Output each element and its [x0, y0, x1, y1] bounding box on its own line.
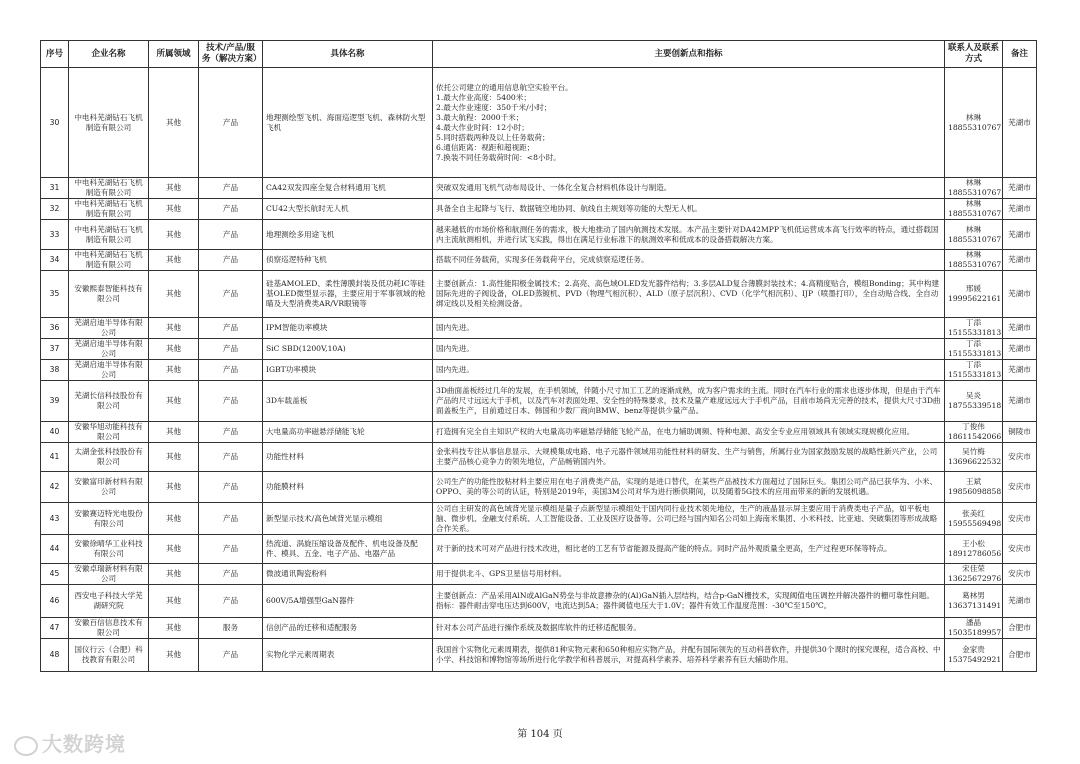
type-cell: 产品	[199, 360, 263, 381]
product-name: 热流道、涡旋压缩设备及配件、机电设备及配件、模具、五金、电子产品、电器产品	[263, 535, 433, 564]
type-cell: 产品	[199, 564, 263, 585]
table-row	[41, 339, 1037, 360]
remark-cell: 合肥市	[1003, 618, 1037, 639]
company-name: 安徽赛迈特光电股份有限公司	[69, 503, 149, 535]
remark-cell: 芜湖市	[1003, 318, 1037, 339]
field-cell: 其他	[149, 250, 199, 271]
detail-line: 突破双发通用飞机气动布局设计、一体化全复合材料机体设计与制造。	[436, 183, 672, 192]
company-name: 芜湖启迪半导体有限公司	[69, 360, 149, 381]
company-name: 中电科芜湖钻石飞机制造有限公司	[69, 68, 149, 178]
field-cell: 其他	[149, 339, 199, 360]
product-name: 地理测绘型飞机、海面巡逻型飞机、森林防火型飞机	[263, 68, 433, 178]
watermark-logo-icon	[14, 736, 38, 756]
contact-cell	[945, 318, 1003, 339]
contact-cell	[945, 178, 1003, 199]
field-cell: 其他	[149, 178, 199, 199]
contact-phone: 18855310767	[948, 188, 1002, 197]
row-number: 35	[41, 271, 69, 318]
company-name: 国仪行云（合肥）科技教育有限公司	[69, 639, 149, 672]
contact-name: 金家贵	[962, 645, 985, 654]
detail-line: 打造拥有完全自主知识产权的大电量高功率磁悬浮储能飞轮产品，在电力辅助调频、特种电源、高安全专业应用领域具有领域实现规模化应用。	[436, 427, 915, 436]
innovation-detail	[433, 220, 945, 250]
company-name: 安徽华旭动能科技有限公司	[69, 422, 149, 443]
row-number: 32	[41, 199, 69, 220]
table-row	[41, 381, 1037, 422]
remark-cell: 铜陵市	[1003, 422, 1037, 443]
row-number: 31	[41, 178, 69, 199]
contact-phone: 13625672976	[948, 574, 1002, 583]
row-number: 40	[41, 422, 69, 443]
product-name: 功能性材料	[263, 443, 433, 472]
type-cell: 服务	[199, 618, 263, 639]
contact-name: 丁俊伟	[962, 422, 985, 431]
product-name: 侦察巡逻特种飞机	[263, 250, 433, 271]
contact-cell	[945, 585, 1003, 618]
innovation-detail	[433, 68, 945, 178]
detail-line: 金张科技专注从事信息显示、大规模集成电路、电子元器件领域用功能性材料的研发、生产与销售，所属行业为国家鼓励发展的战略性新兴产业，公司主要产品核心竞争力的领先地位，产品畅销国内外。	[436, 447, 938, 466]
company-name: 中电科芜湖钻石飞机制造有限公司	[69, 220, 149, 250]
type-cell: 产品	[199, 271, 263, 318]
contact-cell	[945, 381, 1003, 422]
remark-cell: 芜湖市	[1003, 585, 1037, 618]
company-name: 安徽徐晴华工业科技有限公司	[69, 535, 149, 564]
product-name: 硅基AMOLED、柔性薄膜封装及低功耗IC等硅基OLED微型显示器，主要应用于军事领域的枪瞄及大型消费类AR/VR眼镜等	[263, 271, 433, 318]
product-name: 功能膜材料	[263, 472, 433, 503]
innovation-detail	[433, 271, 945, 318]
remark-cell: 芜湖市	[1003, 250, 1037, 271]
contact-name: 张美红	[962, 508, 985, 518]
remark-cell: 合肥市	[1003, 639, 1037, 672]
row-number: 41	[41, 443, 69, 472]
product-name: 3D车载盖板	[263, 381, 433, 422]
contact-cell	[945, 639, 1003, 672]
detail-line: 公司生产的功能性胶粘材料主要应用在电子消费类产品，实现的是进口替代，在某些产品被技术方面超过了国际巨头。集团公司产品已获华为、小米、OPPO、美的等公司的认证，特别是2019年，美国3M公司对华为进行断供期间，以及随着5G技术的应用而带来的新的发展机遇。	[436, 477, 938, 496]
field-cell: 其他	[149, 220, 199, 250]
type-cell: 产品	[199, 339, 263, 360]
innovation-detail	[433, 503, 945, 535]
detail-line: 公司自主研发的高色域背光显示模组是量子点新型显示模组处于国内同行业技术领先地位，生产的液晶显示屏主要应用于消费类电子产品，如平板电脑、微步机、金融支付系统、人工智能设备、工业及医疗设备等。公司已经与国内知名公司如上海南米集团、小米科技、比亚迪、突破集团等形成战略合作关系。	[436, 503, 938, 533]
company-name: 安徽卓瑞新材料有限公司	[69, 564, 149, 585]
detail-line: 我国首个实物化元素周期表，提供81种实物元素和650种相应实物产品，并配有国际领先的互动科普软件，并提供30个课时的探究课程，适合高校、中小学、科技馆和博物馆等场所进行化学教学和科普展示，对提高科学素养、培养科学素养有巨大辅助作用。	[436, 645, 941, 664]
contact-name: 宋佳荣	[962, 564, 985, 573]
contact-name: 丁添	[965, 318, 982, 327]
watermark	[14, 728, 126, 757]
company-name: 芜湖启迪半导体有限公司	[69, 318, 149, 339]
detail-line: 1.最大作业高度：5400米；	[436, 92, 531, 102]
contact-name: 葛林男	[962, 591, 985, 600]
header-cell: 联系人及联系方式	[945, 41, 1003, 68]
contact-name: 林琳	[965, 178, 982, 187]
contact-phone: 15155331813	[948, 349, 1002, 358]
company-name: 西安电子科技大学芜湖研究院	[69, 585, 149, 618]
product-name: 实物化学元素周期表	[263, 639, 433, 672]
contact-cell	[945, 472, 1003, 503]
detail-line: 主要创新点：1.高性能阳极金属技术；2.高亮、高色域OLED发光器件结构；3.多层ALD复合薄膜封装技术；4.高精度贴合，模组Bonding；其中构建国际先进的子阀设备，OLED蒸镀机、PVD（物理气相沉积）、ALD（原子层沉积）、CVD（化学气相沉积）、IJP（喷墨打印），全自动贴合线、全自动绑定线以及相关检测设备。	[436, 279, 940, 308]
remark-cell: 安庆市	[1003, 503, 1037, 535]
detail-line: 搭载不同任务载荷，实现多任务载荷平台，完成侦察巡逻任务。	[436, 255, 649, 264]
remark-cell: 芜湖市	[1003, 199, 1037, 220]
innovation-detail	[433, 339, 945, 360]
type-cell: 产品	[199, 585, 263, 618]
row-number: 48	[41, 639, 69, 672]
table-row	[41, 585, 1037, 618]
product-name: SiC SBD(1200V,10A)	[263, 339, 433, 360]
table-row	[41, 199, 1037, 220]
header-cell: 技术/产品/服务（解决方案）	[199, 41, 263, 68]
contact-cell	[945, 422, 1003, 443]
header-cell: 序号	[41, 41, 69, 68]
contact-cell	[945, 564, 1003, 585]
company-name: 安徽百信信息技术有限公司	[69, 618, 149, 639]
product-name: 600V/5A增强型GaN器件	[263, 585, 433, 618]
innovation-detail	[433, 250, 945, 271]
detail-line: 对于新的技术可对产品进行技术改进，相比老的工艺有节省能源及提高产能的特点。同时产品外观质量全更高，生产过程更环保等特点。	[436, 544, 892, 553]
contact-name: 吴竹梅	[962, 447, 985, 456]
table-row	[41, 443, 1037, 472]
contact-phone: 15375492921	[948, 655, 1002, 664]
detail-line: 用于提供北斗、GPS卫星信号用材料。	[436, 569, 567, 578]
header-cell: 具体名称	[263, 41, 433, 68]
type-cell: 产品	[199, 199, 263, 220]
innovation-detail	[433, 639, 945, 672]
contact-cell	[945, 443, 1003, 472]
detail-line: 指标：器件耐击穿电压达到600V，电流达到5A；器件阈值电压大于1.0V；器件有效工作温度范围：-30℃至150℃。	[436, 601, 832, 610]
detail-line: 4.最大作业时间：12小时；	[436, 122, 529, 132]
header-cell: 主要创新点和指标	[433, 41, 945, 68]
remark-cell: 安庆市	[1003, 564, 1037, 585]
company-name: 中电科芜湖钻石飞机制造有限公司	[69, 250, 149, 271]
contact-phone: 18855310767	[948, 122, 1002, 132]
field-cell: 其他	[149, 618, 199, 639]
field-cell: 其他	[149, 381, 199, 422]
detail-line: 5.同时搭载两种及以上任务载荷；	[436, 132, 550, 142]
table-row	[41, 535, 1037, 564]
table-row	[41, 220, 1037, 250]
field-cell: 其他	[149, 360, 199, 381]
row-number: 30	[41, 68, 69, 178]
field-cell: 其他	[149, 564, 199, 585]
table-row	[41, 360, 1037, 381]
row-number: 36	[41, 318, 69, 339]
innovation-detail	[433, 318, 945, 339]
contact-phone: 15155331813	[948, 328, 1002, 337]
contact-name: 潘晶	[965, 618, 982, 627]
contact-cell	[945, 199, 1003, 220]
table-header-row	[41, 41, 1037, 68]
contact-name: 王斌	[965, 477, 982, 486]
type-cell: 产品	[199, 422, 263, 443]
table-row	[41, 68, 1037, 178]
product-name: 大电量高功率磁悬浮储能飞轮	[263, 422, 433, 443]
detail-line: 3D曲面盖板经过几年的发展，在手机领域，伴随小尺寸加工工艺的逐渐成熟，成为客户需求的主流。同时在汽车行业的需求也逐步体现，但是由于汽车产品的尺寸远远大于手机，以及汽车对表面处理、安全性的特殊要求，技术及量产难度远远大于手机产品，目前市场尚无完善的技术，提供大尺寸3D曲面盖板生产，目前通过日本、韩国和少数厂商向BMW、benz等提供少量产品。	[436, 386, 941, 415]
remark-cell: 芜湖市	[1003, 381, 1037, 422]
detail-line: 依托公司建立的通用信息航空实验平台。	[436, 82, 573, 92]
innovation-detail	[433, 381, 945, 422]
company-name: 中电科芜湖钻石飞机制造有限公司	[69, 199, 149, 220]
field-cell: 其他	[149, 535, 199, 564]
company-name: 中电科芜湖钻石飞机制造有限公司	[69, 178, 149, 199]
detail-line: 国内先进。	[436, 344, 474, 353]
contact-phone: 18611542066	[948, 432, 1002, 441]
row-number: 37	[41, 339, 69, 360]
detail-line: 主要创新点：产品采用AlN或AlGaN势垒与非故意掺杂的(Al)GaN插入层结构，结合p-GaN栅技术，实现阈值电压调控并解决器件的栅可靠性问题。	[436, 591, 934, 600]
field-cell: 其他	[149, 271, 199, 318]
contact-phone: 18855310767	[948, 260, 1002, 269]
contact-phone: 19995622161	[948, 294, 1002, 303]
contact-cell	[945, 503, 1003, 535]
row-number: 33	[41, 220, 69, 250]
row-number: 38	[41, 360, 69, 381]
contact-name: 林琳	[965, 112, 982, 122]
contact-name: 丁添	[965, 360, 982, 369]
contact-cell	[945, 68, 1003, 178]
contact-phone: 18855310767	[948, 209, 1002, 218]
row-number: 46	[41, 585, 69, 618]
header-cell: 企业名称	[69, 41, 149, 68]
type-cell: 产品	[199, 472, 263, 503]
product-name: CU42大型长航时无人机	[263, 199, 433, 220]
type-cell: 产品	[199, 381, 263, 422]
remark-cell: 安庆市	[1003, 472, 1037, 503]
remark-cell: 芜湖市	[1003, 68, 1037, 178]
page-number: 第 104 页	[517, 729, 563, 740]
contact-phone: 13696622532	[948, 457, 1002, 466]
type-cell: 产品	[199, 318, 263, 339]
contact-cell	[945, 360, 1003, 381]
innovation-detail	[433, 564, 945, 585]
table-row	[41, 503, 1037, 535]
header-cell: 所属领域	[149, 41, 199, 68]
detail-line: 国内先进。	[436, 323, 474, 332]
product-name: IPM智能功率模块	[263, 318, 433, 339]
detail-line: 越来越低的市场价格和航测任务的需求，极大地推动了国内航测技术发展。本产品主要针对DA42MPP飞机低运营成本高飞行效率的特点，通过搭载国内主流航测相机，并进行试飞实践，得出在满足行业标准下的航测效率和低成本的设备搭载解决方案。	[436, 224, 939, 244]
type-cell: 产品	[199, 639, 263, 672]
document-sheet	[40, 40, 1036, 672]
contact-name: 王小松	[962, 539, 985, 548]
detail-line: 2.最大作业速度：350千米/小时；	[436, 102, 552, 112]
detail-line: 国内先进。	[436, 365, 474, 374]
innovation-detail	[433, 618, 945, 639]
innovation-detail	[433, 422, 945, 443]
contact-phone: 18912786056	[948, 549, 1002, 558]
type-cell: 产品	[199, 220, 263, 250]
contact-name: 林琳	[965, 224, 982, 234]
contact-phone: 18855310767	[948, 234, 1002, 244]
table-row	[41, 250, 1037, 271]
remark-cell: 芜湖市	[1003, 360, 1037, 381]
detail-line: 3.最大航程：2000千米；	[436, 112, 524, 122]
contact-cell	[945, 271, 1003, 318]
table-row	[41, 472, 1037, 503]
contact-name: 邢媛	[965, 284, 982, 293]
contact-phone: 15155331813	[948, 370, 1002, 379]
remark-cell: 芜湖市	[1003, 220, 1037, 250]
table-row	[41, 178, 1037, 199]
company-name: 芜湖长信科技股份有限公司	[69, 381, 149, 422]
detail-line: 具备全自主起降与飞行、数据链空地协同、航线自主规划等功能的大型无人机。	[436, 204, 702, 213]
field-cell: 其他	[149, 639, 199, 672]
contact-phone: 13637131491	[948, 601, 1002, 610]
table-row	[41, 618, 1037, 639]
table-row	[41, 422, 1037, 443]
contact-cell	[945, 250, 1003, 271]
contact-name: 吴炎	[965, 391, 982, 400]
row-number: 34	[41, 250, 69, 271]
product-name: 新型显示技术/高色域背光显示模组	[263, 503, 433, 535]
remark-cell: 安庆市	[1003, 535, 1037, 564]
row-number: 45	[41, 564, 69, 585]
contact-cell	[945, 220, 1003, 250]
type-cell: 产品	[199, 68, 263, 178]
field-cell: 其他	[149, 68, 199, 178]
remark-cell: 安庆市	[1003, 443, 1037, 472]
innovation-detail	[433, 443, 945, 472]
type-cell: 产品	[199, 503, 263, 535]
table-row	[41, 564, 1037, 585]
type-cell: 产品	[199, 443, 263, 472]
remark-cell: 芜湖市	[1003, 271, 1037, 318]
row-number: 42	[41, 472, 69, 503]
row-number: 43	[41, 503, 69, 535]
row-number: 39	[41, 381, 69, 422]
innovation-detail	[433, 360, 945, 381]
type-cell: 产品	[199, 178, 263, 199]
watermark-text: 大数跨境	[42, 732, 126, 756]
contact-cell	[945, 618, 1003, 639]
innovation-detail	[433, 585, 945, 618]
field-cell: 其他	[149, 585, 199, 618]
company-name: 太湖金张科技股份有限公司	[69, 443, 149, 472]
company-name: 安徽熙泰智能科技有限公司	[69, 271, 149, 318]
field-cell: 其他	[149, 472, 199, 503]
contact-name: 林琳	[965, 199, 982, 208]
innovation-detail	[433, 535, 945, 564]
remark-cell: 芜湖市	[1003, 339, 1037, 360]
type-cell: 产品	[199, 250, 263, 271]
type-cell: 产品	[199, 535, 263, 564]
contact-phone: 15035189957	[948, 628, 1002, 637]
detail-line: 6.通信距离：视距和超视距；	[436, 142, 535, 152]
row-number: 47	[41, 618, 69, 639]
product-name: IGBT功率模块	[263, 360, 433, 381]
row-number: 44	[41, 535, 69, 564]
company-name: 安徽富印新材料有限公司	[69, 472, 149, 503]
detail-line: 7.换装不同任务载荷时间：<8小时。	[436, 152, 561, 162]
field-cell: 其他	[149, 318, 199, 339]
contact-phone: 18755339518	[948, 401, 1002, 410]
contact-name: 林琳	[965, 250, 982, 259]
field-cell: 其他	[149, 422, 199, 443]
field-cell: 其他	[149, 503, 199, 535]
product-name: 信创产品的迁移和适配服务	[263, 618, 433, 639]
enterprise-table	[40, 40, 1037, 672]
company-name: 芜湖启迪半导体有限公司	[69, 339, 149, 360]
table-row	[41, 271, 1037, 318]
contact-phone: 15955569498	[948, 518, 1002, 528]
product-name: 微波通讯陶瓷粉料	[263, 564, 433, 585]
field-cell: 其他	[149, 199, 199, 220]
field-cell: 其他	[149, 443, 199, 472]
innovation-detail	[433, 472, 945, 503]
header-cell: 备注	[1003, 41, 1037, 68]
innovation-detail	[433, 199, 945, 220]
contact-phone: 19856098858	[948, 487, 1002, 496]
contact-cell	[945, 535, 1003, 564]
contact-cell	[945, 339, 1003, 360]
table-row	[41, 639, 1037, 672]
product-name: CA42双发四座全复合材料通用飞机	[263, 178, 433, 199]
remark-cell: 芜湖市	[1003, 178, 1037, 199]
product-name: 地理测绘多用途飞机	[263, 220, 433, 250]
innovation-detail	[433, 178, 945, 199]
table-row	[41, 318, 1037, 339]
contact-name: 丁添	[965, 339, 982, 348]
detail-line: 针对本公司产品进行操作系统及数据库软件的迁移适配服务。	[436, 623, 642, 632]
